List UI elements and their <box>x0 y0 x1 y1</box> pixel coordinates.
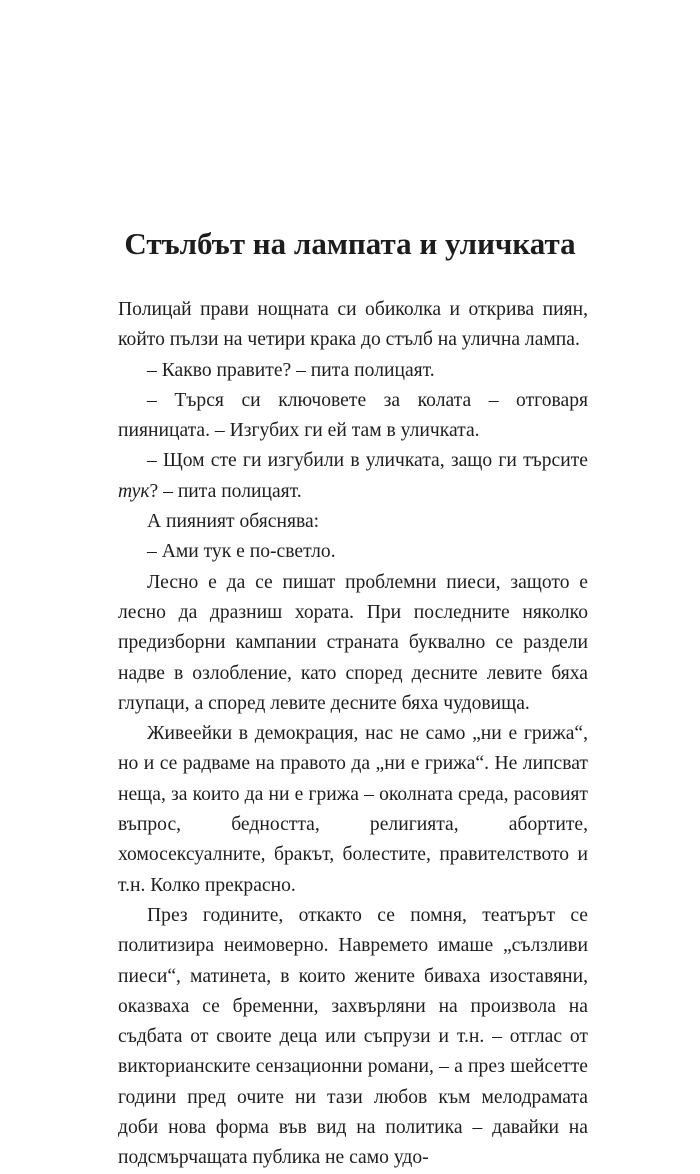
paragraph: – Какво правите? – пита полицаят. <box>147 359 435 381</box>
paragraph: Полицай прави нощната си обиколка и открива пиян, който пълзи на четири крака до стълб на улична лампа. <box>118 299 588 351</box>
paragraph: Лесно е да се пишат проблемни пиеси, защото е лесно да дразниш хората. При последните няколко предизборни кампании страната буквално се раздели надве в озлобление, като според десните левите бяха глупаци, а според левите десните бяха чудовища. <box>118 571 588 714</box>
paragraph-text: ? – пита полицаят. <box>149 480 302 502</box>
paragraph: – Ами тук е по-светло. <box>147 541 336 563</box>
body-text <box>118 295 588 1174</box>
emphasized-word: тук <box>118 480 150 502</box>
paragraph: Живеейки в демокрация, нас не само „ни е грижа“, но и се радваме на правото да „ни е грижа“. Не липсват неща, за които да ни е грижа – околната среда, расовият въпрос, бедността, религията, абортите, хомосексуалните, бракът, болестите, правителството и т.н. Колко прекрасно. <box>118 723 588 896</box>
chapter-title: Стълбът на лампата и уличката <box>124 226 576 261</box>
paragraph: – Търся си ключовете за колата – отговаря пияницата. – Изгубих ги ей там в уличката. <box>118 389 588 442</box>
paragraph-text: – Щом сте ги изгубили в уличката, защо ги търсите <box>147 450 588 472</box>
paragraph: А пияният обяснява: <box>147 511 320 533</box>
paragraph: През годините, откакто се помня, театърът се политизира неимоверно. Навремето имаше „сълзливи пиеси“, матинета, в които жените биваха изоставяни, оказваха се бременни, захвърляни на произвола на съдбата от своите деца или съпрузи и т.н. – отглас от викторианските сензационни романи, – а през шейсетте години пред очите ни тази любов към мелодрамата доби нова форма във вид на политика – давайки на подсмърчащата публика не само удо- <box>118 904 588 1169</box>
paragraph <box>118 446 588 507</box>
